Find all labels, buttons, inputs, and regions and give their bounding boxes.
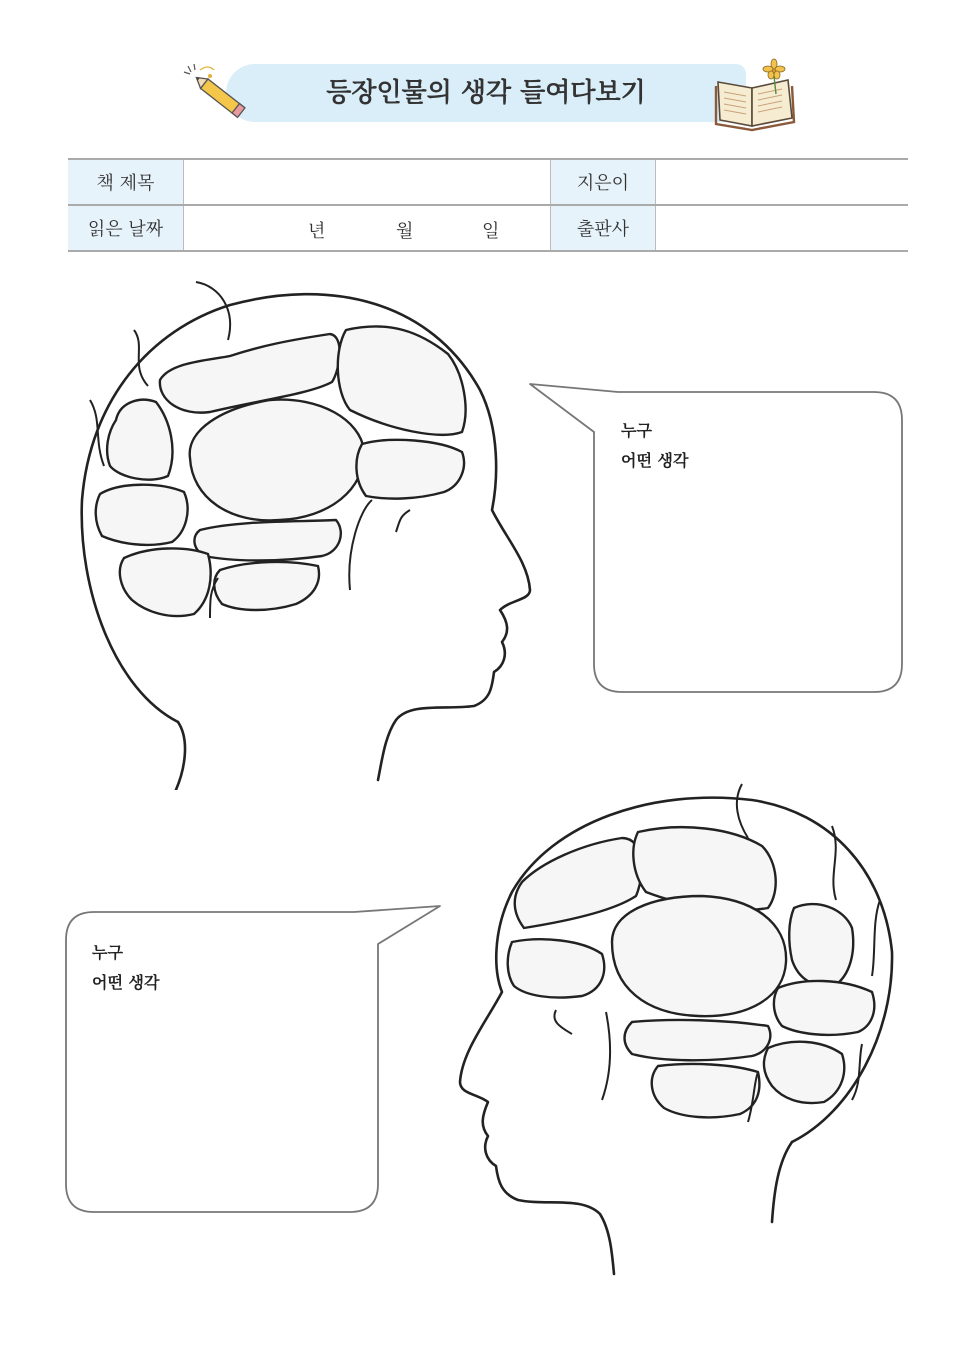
publisher-label: 출판사 xyxy=(551,205,656,251)
date-label: 읽은 날짜 xyxy=(68,205,184,251)
page-title: 등장인물의 생각 들여다보기 xyxy=(326,78,646,108)
bubble-answer-area[interactable] xyxy=(598,480,898,686)
bubble-who-label: 누구 xyxy=(621,421,652,440)
book-title-label: 책 제목 xyxy=(68,159,184,205)
book-info-table xyxy=(68,158,908,252)
bubble-thought-label: 어떤 생각 xyxy=(621,451,689,470)
author-field[interactable] xyxy=(656,159,909,205)
publisher-field[interactable] xyxy=(656,205,909,251)
day-unit: 일 xyxy=(482,221,500,242)
pencil-icon xyxy=(180,62,260,126)
bubble-thought-label: 어떤 생각 xyxy=(92,973,160,992)
month-unit: 월 xyxy=(396,221,414,242)
table-row xyxy=(68,205,908,251)
title-banner xyxy=(226,64,746,122)
author-label: 지은이 xyxy=(551,159,656,205)
bubble-who-label: 누구 xyxy=(92,943,123,962)
book-icon xyxy=(712,58,798,132)
year-unit: 년 xyxy=(308,221,326,242)
date-field[interactable] xyxy=(184,205,551,251)
bubble-answer-area[interactable] xyxy=(72,1002,372,1206)
table-row xyxy=(68,159,908,205)
book-title-field[interactable] xyxy=(184,159,551,205)
head-profile-illustration xyxy=(60,270,550,790)
head-profile-illustration xyxy=(432,782,912,1282)
